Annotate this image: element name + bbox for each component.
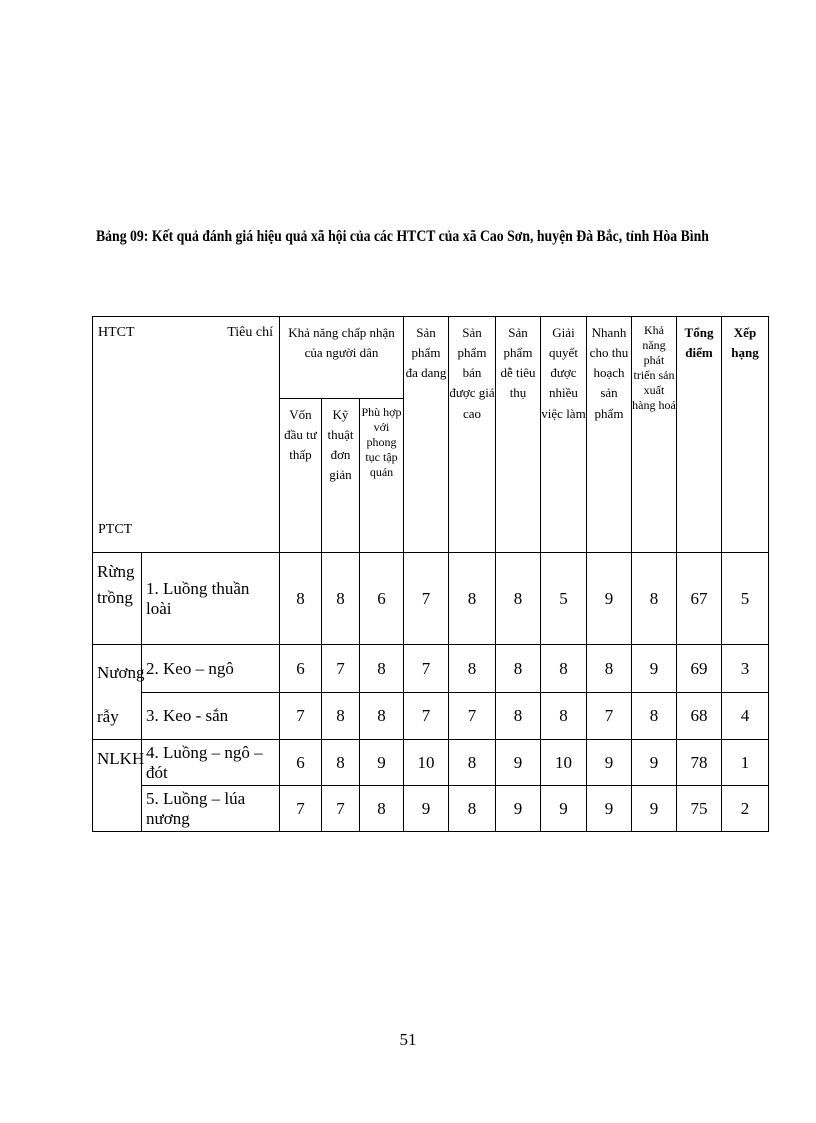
cell: 9 <box>587 786 632 832</box>
evaluation-table <box>92 316 769 832</box>
cell: 10 <box>541 740 587 786</box>
cell: 5 <box>541 553 587 645</box>
cell: 7 <box>404 553 449 645</box>
row-name: 5. Luồng – lúa nương <box>142 786 280 832</box>
cell: 8 <box>496 553 541 645</box>
cell: 9 <box>360 740 404 786</box>
header-viec-lam: Giải quyết được nhiều việc làm <box>541 317 587 553</box>
header-row-1 <box>93 317 769 399</box>
header-xep-hang: Xếp hạng <box>722 317 769 553</box>
cell: 67 <box>677 553 722 645</box>
cell: 7 <box>587 692 632 740</box>
table-row <box>93 786 769 832</box>
cell: 8 <box>449 645 496 693</box>
header-tong-diem: Tổng điểm <box>677 317 722 553</box>
table-row <box>93 740 769 786</box>
header-von: Vốn đầu tư thấp <box>280 399 322 553</box>
table-row <box>93 553 769 645</box>
table-row <box>93 645 769 693</box>
row-name: 1. Luồng thuần loài <box>142 553 280 645</box>
cell: 8 <box>496 645 541 693</box>
header-ptct: PTCT <box>98 521 133 537</box>
cell: 8 <box>632 692 677 740</box>
table-title: Bảng 09: Kết quả đánh giá hiệu quả xã hội của các HTCT của xã Cao Sơn, huyện Đà Bắc, tỉnh Hòa Bình <box>96 228 709 245</box>
cell: 5 <box>722 553 769 645</box>
header-gia-cao: Sản phẩm bán được giá cao <box>449 317 496 553</box>
cell: 3 <box>722 645 769 693</box>
cell: 8 <box>322 692 360 740</box>
cell: 78 <box>677 740 722 786</box>
cell: 8 <box>360 786 404 832</box>
cell: 8 <box>280 553 322 645</box>
group-nuong-ray: Nương rẫy <box>93 645 142 740</box>
cell: 9 <box>541 786 587 832</box>
cell: 68 <box>677 692 722 740</box>
cell: 7 <box>280 786 322 832</box>
cell: 7 <box>322 786 360 832</box>
header-da-dang: Sản phẩm đa dang <box>404 317 449 553</box>
group-nlkh: NLKH <box>93 740 142 832</box>
header-de-tieu-thu: Sản phẩm dễ tiêu thụ <box>496 317 541 553</box>
cell: 7 <box>404 692 449 740</box>
page-number: 51 <box>399 1030 417 1049</box>
header-phu-hop: Phù hợp với phong tục tập quán <box>360 399 404 553</box>
cell: 8 <box>322 740 360 786</box>
cell: 2 <box>722 786 769 832</box>
cell: 6 <box>280 645 322 693</box>
cell: 9 <box>496 786 541 832</box>
cell: 4 <box>722 692 769 740</box>
cell: 8 <box>449 740 496 786</box>
cell: 1 <box>722 740 769 786</box>
cell: 9 <box>632 786 677 832</box>
cell: 75 <box>677 786 722 832</box>
table-row <box>93 692 769 740</box>
cell: 8 <box>541 692 587 740</box>
header-ky-thuat: Kỹ thuật đơn giản <box>322 399 360 553</box>
cell: 8 <box>541 645 587 693</box>
row-name: 4. Luồng – ngô – đót <box>142 740 280 786</box>
cell: 10 <box>404 740 449 786</box>
header-acceptance: Khả năng chấp nhận của người dân <box>280 317 404 399</box>
row-name: 3. Keo - sắn <box>142 692 280 740</box>
cell: 6 <box>280 740 322 786</box>
cell: 8 <box>322 553 360 645</box>
cell: 8 <box>632 553 677 645</box>
cell: 9 <box>587 553 632 645</box>
cell: 9 <box>632 645 677 693</box>
header-htct: HTCT <box>98 325 135 340</box>
cell: 8 <box>449 553 496 645</box>
cell: 6 <box>360 553 404 645</box>
group-rung-trong: Rừng trồng <box>93 553 142 645</box>
cell: 8 <box>587 645 632 693</box>
header-thu-hoach: Nhanh cho thu hoạch sản phẩm <box>587 317 632 553</box>
cell: 9 <box>496 740 541 786</box>
header-hang-hoa: Khả năng phát triển sản xuất hàng hoá <box>632 317 677 553</box>
cell: 8 <box>360 692 404 740</box>
cell: 7 <box>322 645 360 693</box>
cell: 9 <box>632 740 677 786</box>
cell: 9 <box>404 786 449 832</box>
cell: 69 <box>677 645 722 693</box>
cell: 7 <box>449 692 496 740</box>
cell: 7 <box>404 645 449 693</box>
header-corner <box>93 317 280 553</box>
cell: 9 <box>587 740 632 786</box>
cell: 8 <box>360 645 404 693</box>
cell: 7 <box>280 692 322 740</box>
header-tieu-chi: Tiêu chí <box>227 325 273 340</box>
row-name: 2. Keo – ngô <box>142 645 280 693</box>
cell: 8 <box>496 692 541 740</box>
cell: 8 <box>449 786 496 832</box>
